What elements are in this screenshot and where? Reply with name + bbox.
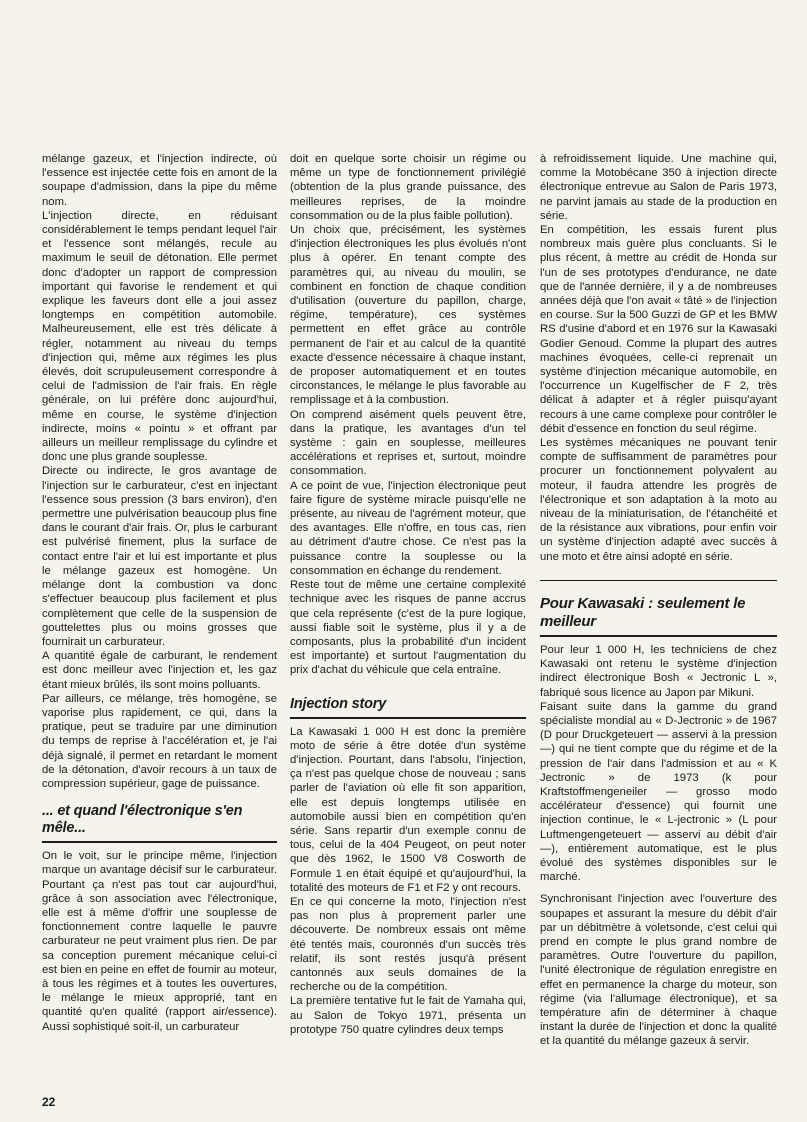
column-3 — [540, 152, 777, 1049]
section-heading-electronique: ... et quand l'électronique s'en mêle... — [42, 803, 277, 843]
paragraph: Reste tout de même une certaine complexité technique avec les risques de panne accrus que cela représente (c'est de la pure logique, aussi fiable soit le système, plus il y a de composants, plus la probabilité d'un incident est importante) et surtout l'augmentation du prix d'achat du véhicule que cela entraîne. — [290, 579, 526, 677]
paragraph: A ce point de vue, l'injection électronique peut faire figure de système miracle puisqu'elle ne présente, au niveau de l'agrément moteur, que des avantages. Elle n'offre, en tous cas, rien au détriment d'autre chose. Ce n'est pas la puissance contre la souplesse ou la consommation en échange du rendement. — [290, 479, 526, 577]
paragraph: Les systèmes mécaniques ne pouvant tenir compte de suffisamment de paramètres pour procurer un fonctionnement polyvalent au moteur, il faudra attendre les progrès de l'électronique et son adaptation à la moto au niveau de la miniaturisation, de l'étanchéité et de la résistance aux vibrations, pour enfin voir un système d'injection adapté avec succès à une moto et être ainsi adopté en série. — [540, 437, 777, 563]
page-number: 22 — [42, 1095, 56, 1109]
section-heading-kawasaki: Pour Kawasaki : seulement le meilleur — [540, 595, 777, 637]
paragraph: Directe ou indirecte, le gros avantage de l'injection sur le carburateur, c'est en injectant l'essence sous pression (3 bars environ), d'en permettre une pulvérisation beaucoup plus fine dans le courant d'air frais. Or, plus le carburant est pulvérisé finement, plus la surface de contact entre l'air et lui est importante et plus le mélange gazeux est homogène. Un mélange dont la combustion va donc s'effectuer beaucoup plus facilement et plus complètement que celle de la suspension de gouttelettes plus ou moins grosses que fournirait un carburateur. — [42, 465, 277, 648]
paragraph: Synchronisant l'injection avec l'ouverture des soupapes et assurant la mesure du débit d'air par un débitmètre à voletsonde, c'est celui qui prend en compte le plus grand nombre de paramètres. Outre l'ouverture du papillon, l'unité électronique de régulation enregistre en effet en permanence la charge du moteur, son régime (via l'allumage électronique), et sa température afin de déterminer à chaque instant la durée de l'injection et donc la qualité et la quantité du mélange gazeux à servir. — [540, 893, 777, 1048]
column-2 — [290, 152, 526, 1037]
paragraph: La Kawasaki 1 000 H est donc la première moto de série à être dotée d'un système d'injection. Pourtant, dans l'absolu, l'injection, ça n'est pas quelque chose de nouveau ; sans parler de l'aviation où elle fit son apparition, elle est depuis longtemps utilisée en automobile aussi bien en compétition qu'en série. Sans repartir d'un exemple connu de tous, celui de la 404 Peugeot, on peut noter que dès 1962, le 1500 V8 Cosworth de Formule 1 en était équipé et qu'aujourd'hui, la totalité des moteurs de F1 et F2 y ont recours. — [290, 725, 526, 894]
divider — [540, 580, 777, 581]
paragraph: Par ailleurs, ce mélange, très homogène, se vaporise plus rapidement, ce qui, dans la pratique, peut se traduire par une diminution du temps de reprise à l'accélération et, je l'ai déjà signalé, il permet en retardant le moment de la détonation, d'avoir recours à un taux de compression supérieur, gage de puissance. — [42, 692, 277, 790]
paragraph: doit en quelque sorte choisir un régime ou même un type de fonctionnement privilégié (obtention de la plus grande puissance, des meilleures reprises, de la moindre consommation ou de la plus faible pollution). — [290, 153, 526, 222]
column-1 — [42, 152, 277, 1034]
paragraph: mélange gazeux, et l'injection indirecte, où l'essence est injectée cette fois en amont de la soupape d'admission, dans la pipe du même nom. — [42, 153, 277, 208]
paragraph: A quantité égale de carburant, le rendement est donc meilleur avec l'injection et, les gaz étant mieux brûlés, ils sont moins polluants. — [42, 650, 277, 691]
paragraph: Faisant suite dans la gamme du grand spécialiste mondial au « D-Jectronic » de 1967 (D pour Druckgeteuert — asservi à la pression —) qui ne tient compte que du régime et de la pression de l'air dans l'admission et au « K Jectronic » de 1973 (k pour Kraftstoffmengeneiler — grosso modo accélérateur d'essence) qui fournit une injection continue, le « L-jectronic » (L pour Luftmengengeteuert — asservi au débit d'air —), entièrement automatique, est le plus évolué des systèmes disponibles sur le marché. — [540, 700, 777, 884]
paragraph: En compétition, les essais furent plus nombreux mais guère plus concluants. Si le plus récent, à mettre au crédit de Honda sur l'un de ses prototypes d'endurance, ne date que de l'année dernière, il y a de nombreuses années déjà que l'on avait « tâté » de l'injection en course. Sur la 500 Guzzi de GP et les BMW RS d'usine d'abord et en 1976 sur la Kawasaki Godier Genoud. Comme la plupart des autres machines évoquées, celle-ci reprenait un système d'injection mécanique automobile, en l'occurrence un Kugelfischer de F 2, très délicat à adapter et à régler puisqu'ayant recours à une came complexe pour contrôler le débit d'essence en fonction du seul régime. — [540, 224, 777, 435]
section-heading-injection-story: Injection story — [290, 696, 526, 719]
paragraph: L'injection directe, en réduisant considérablement le temps pendant lequel l'air et l'essence sont mélangés, recule au maximum le seuil de détonation. Elle permet donc d'adopter un rapport de compression important qui favorise le rendement et qui explique les faveurs dont elle a joui assez longtemps en compétition automobile. Malheureusement, elle est très délicate à régler, notamment au niveau du temps d'injection qui, même aux régimes les plus élevés, doit scrupuleusement correspondre à celui de l'admission de l'air frais. En règle générale, on lui préfère donc aujourd'hui, même en course, le système d'injection indirecte, moins « pointu » et offrant par ailleurs un meilleur remplissage du cylindre et donc une plus grande souplesse. — [42, 209, 277, 464]
paragraph: Un choix que, précisément, les systèmes d'injection électroniques les plus évolués n'ont plus à opérer. En tenant compte des paramètres qui, au niveau du moulin, se combinent en fonction de chaque condition d'utilisation (ouverture du papillon, charge, régime, température), ces systèmes permettent en effet grâce au contrôle permanent de l'air et au calcul de la quantité exacte d'essence nécessaire à chaque instant, de proposer automatiquement et en toutes circonstances, le mélange le plus favorable au remplissage et à la combustion. — [290, 224, 526, 407]
paragraph: Pour leur 1 000 H, les techniciens de chez Kawasaki ont retenu le système d'injection indirect électronique Bosh « Jectronic L », fabriqué sous licence au Japon par Mikuni. — [540, 643, 777, 699]
paragraph: On comprend aisément quels peuvent être, dans la pratique, les avantages d'un tel système : gain en souplesse, meilleures accélérations et reprises et, surtout, moindre consommation. — [290, 408, 526, 478]
paragraph: à refroidissement liquide. Une machine qui, comme la Motobécane 350 à injection directe électronique entrevue au Salon de Paris 1973, ne parvint jamais au stade de la production en série. — [540, 153, 777, 222]
paragraph: En ce qui concerne la moto, l'injection n'est pas non plus à proprement parler une découverte. De nombreux essais ont même été tentés mais, couronnés d'un succès très relatif, ils sont restés jusqu'à présent cantonnés aux seuls domaines de la recherche ou de la compétition. — [290, 895, 526, 994]
paragraph: La première tentative fut le fait de Yamaha qui, au Salon de Tokyo 1971, présenta un prototype 750 quatre cylindres deux temps — [290, 995, 526, 1036]
paragraph: On le voit, sur le principe même, l'injection marque un avantage décisif sur le carburateur. Pourtant ça n'est pas tout car aujourd'hui, grâce à son association avec l'électronique, elle est à même d'offrir une souplesse de fonctionnement contre laquelle le pauvre carburateur ne peut vraiment plus rien. De par sa conception purement mécanique celui-ci est bien en peine en effet de fournir au moteur, à tous les régimes et à toutes les ouvertures, le mélange le mieux approprié, tant en quantité qu'en qualité (rapport air/essence). Aussi sophistiqué soit-il, un carburateur — [42, 850, 277, 1033]
